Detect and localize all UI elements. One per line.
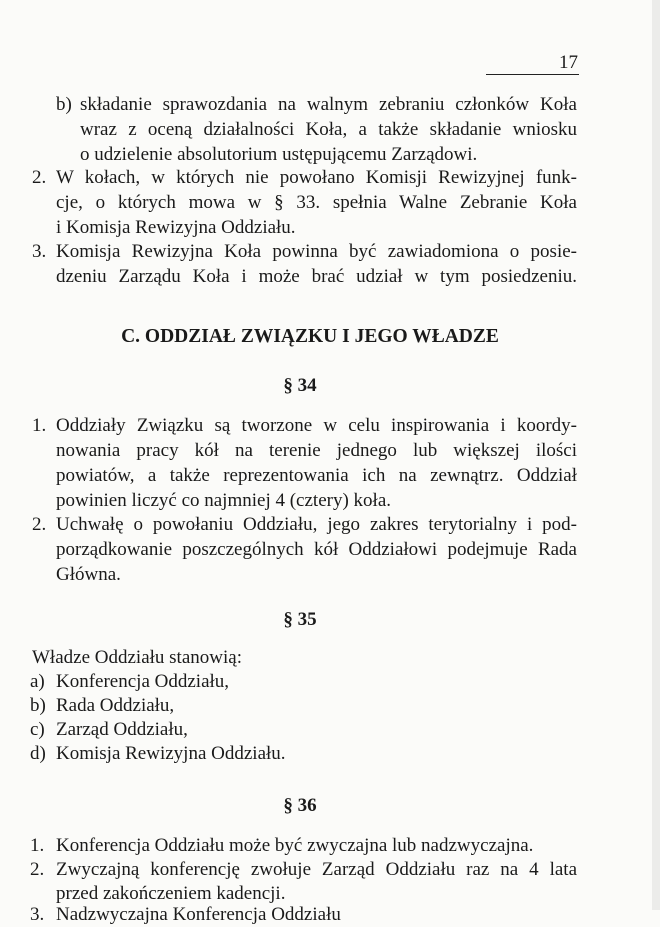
list-intro: Władze Oddziału stanowią: — [32, 647, 242, 668]
item-line: porządkowanie poszczególnych kół Oddziałowi podejmuje Rada — [56, 539, 577, 560]
item-line: składanie sprawozdania na walnym zebraniu członków Koła — [80, 94, 577, 115]
item-marker: 1. — [32, 415, 47, 436]
item-line: wraz z oceną działalności Koła, a także składanie wniosku — [80, 119, 577, 140]
list-item: Konferencja Oddziału, — [56, 671, 230, 692]
item-marker: b) — [56, 94, 72, 115]
item-line: dzeniu Zarządu Koła i może brać udział w tym posiedzeniu. — [56, 266, 577, 287]
item-line: i Komisja Rewizyjna Oddziału. — [56, 217, 296, 238]
paragraph-title: § 34 — [283, 375, 317, 396]
item-marker: 2. — [30, 859, 45, 880]
item-marker: c) — [30, 719, 45, 740]
item-line: powinien liczyć co najmniej 4 (cztery) koła. — [56, 490, 392, 511]
item-marker: 2. — [32, 167, 47, 188]
item-marker: d) — [30, 743, 46, 764]
item-line: nowania pracy kół na terenie jednego lub większej ilości — [56, 440, 577, 461]
item-line: o udzielenie absolutorium ustępującemu Zarządowi. — [80, 144, 478, 165]
item-line: Zwyczajną konferencję zwołuje Zarząd Oddziału raz na 4 lata — [56, 859, 577, 880]
item-line: W kołach, w których nie powołano Komisji Rewizyjnej funk- — [56, 167, 577, 188]
item-line: Nadzwyczajna Konferencja Oddziału — [56, 904, 341, 925]
item-line: powiatów, a także reprezentowania ich na zewnątrz. Oddział — [56, 465, 577, 486]
item-line: Komisja Rewizyjna Koła powinna być zawiadomiona o posie- — [56, 241, 577, 262]
paragraph-title: § 36 — [283, 795, 317, 816]
list-item: Zarząd Oddziału, — [56, 719, 188, 740]
paragraph-title: § 35 — [283, 609, 317, 630]
page-edge — [652, 0, 660, 910]
item-marker: b) — [30, 695, 46, 716]
item-marker: 3. — [30, 904, 45, 925]
item-line: cje, o których mowa w § 33. spełnia Walne Zebranie Koła — [56, 192, 577, 213]
item-line: Konferencja Oddziału może być zwyczajna lub nadzwyczajna. — [56, 835, 534, 856]
header-rule — [486, 74, 579, 75]
item-marker: a) — [30, 671, 45, 692]
item-line: Uchwałę o powołaniu Oddziału, jego zakres terytorialny i pod- — [56, 514, 577, 535]
list-item: Rada Oddziału, — [56, 695, 175, 716]
item-marker: 3. — [32, 241, 47, 262]
item-marker: 1. — [30, 835, 45, 856]
item-line: Oddziały Związku są tworzone w celu inspirowania i koordy- — [56, 415, 577, 436]
item-line: przed zakończeniem kadencji. — [56, 883, 286, 904]
item-marker: 2. — [32, 514, 47, 535]
page-number: 17 — [559, 52, 578, 73]
section-heading: C. ODDZIAŁ ZWIĄZKU I JEGO WŁADZE — [121, 326, 499, 347]
item-line: Główna. — [56, 564, 121, 585]
list-item: Komisja Rewizyjna Oddziału. — [56, 743, 286, 764]
